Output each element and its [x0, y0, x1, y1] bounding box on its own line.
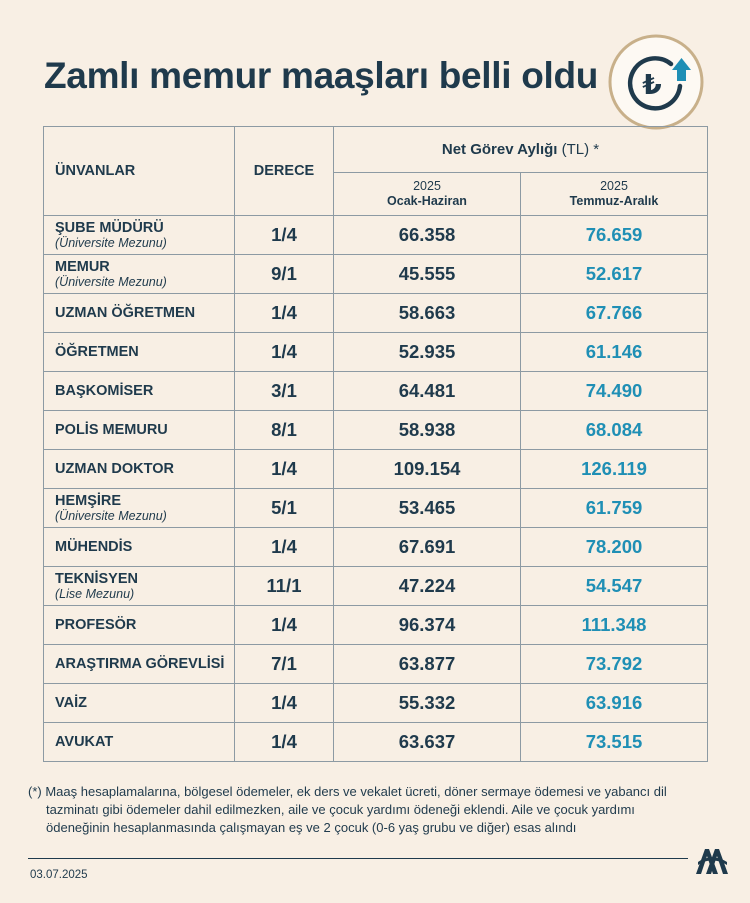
job-title: TEKNİSYEN — [55, 571, 138, 587]
period-2-year: 2025 — [600, 179, 628, 193]
table-row — [44, 450, 708, 489]
cell-salary-period-1: 64.481 — [334, 372, 521, 411]
cell-grade: 1/4 — [235, 216, 334, 255]
cell-title — [44, 567, 235, 606]
cell-salary-period-2: 68.084 — [521, 411, 708, 450]
cell-salary-period-1: 66.358 — [334, 216, 521, 255]
table-row — [44, 723, 708, 762]
cell-title — [44, 294, 235, 333]
cell-salary-period-1: 53.465 — [334, 489, 521, 528]
table-row — [44, 567, 708, 606]
footer-divider — [28, 858, 688, 859]
svg-text:₺: ₺ — [642, 68, 662, 101]
table-row — [44, 333, 708, 372]
job-title: ŞUBE MÜDÜRÜ — [55, 220, 164, 236]
cell-grade: 3/1 — [235, 372, 334, 411]
cell-salary-period-1: 47.224 — [334, 567, 521, 606]
cell-salary-period-2: 52.617 — [521, 255, 708, 294]
column-header-period-2 — [521, 173, 708, 216]
table-row — [44, 216, 708, 255]
cell-salary-period-1: 45.555 — [334, 255, 521, 294]
period-2-range: Temmuz-Aralık — [569, 194, 659, 208]
job-title: VAİZ — [55, 695, 87, 711]
cell-grade: 1/4 — [235, 450, 334, 489]
cell-salary-period-1: 63.877 — [334, 645, 521, 684]
cell-salary-period-1: 109.154 — [334, 450, 521, 489]
job-title-note: (Lise Mezunu) — [55, 587, 135, 601]
cell-salary-period-2: 61.759 — [521, 489, 708, 528]
cell-grade: 1/4 — [235, 528, 334, 567]
job-title: HEMŞİRE — [55, 493, 122, 509]
cell-title — [44, 333, 235, 372]
cell-title — [44, 411, 235, 450]
table-row — [44, 489, 708, 528]
job-title: ÖĞRETMEN — [55, 344, 139, 360]
job-title: ARAŞTIRMA GÖREVLİSİ — [55, 656, 225, 672]
job-title-note: (Üniversite Mezunu) — [55, 275, 167, 289]
cell-grade: 1/4 — [235, 723, 334, 762]
cell-salary-period-2: 67.766 — [521, 294, 708, 333]
cell-salary-period-1: 55.332 — [334, 684, 521, 723]
cell-salary-period-2: 76.659 — [521, 216, 708, 255]
column-header-period-1 — [334, 173, 521, 216]
footnote-line-3: ödeneğinin hesaplanmasında çalışmayan eş ve 2 çocuk (0-6 yaş grubu ve diğer) esas alındı — [46, 820, 577, 835]
salary-table — [43, 126, 708, 762]
table-row — [44, 411, 708, 450]
job-title: MÜHENDİS — [55, 539, 133, 555]
column-header-grade: DERECE — [235, 127, 334, 216]
table-row — [44, 255, 708, 294]
footnote-line-2: tazminatı gibi ödemeler dahil edilmezken, aile ve çocuk yardımı ödeneği eklendi. Aile ve çocuk yardımı — [46, 802, 635, 817]
cell-salary-period-1: 58.663 — [334, 294, 521, 333]
aa-logo-icon — [694, 846, 730, 876]
cell-salary-period-2: 111.348 — [521, 606, 708, 645]
cell-title — [44, 723, 235, 762]
page-title: Zamlı memur maaşları belli oldu — [44, 55, 599, 96]
cell-title — [44, 606, 235, 645]
net-salary-label: Net Görev Aylığı — [441, 141, 558, 158]
cell-grade: 1/4 — [235, 684, 334, 723]
cell-title — [44, 450, 235, 489]
cell-salary-period-2: 73.792 — [521, 645, 708, 684]
cell-title — [44, 528, 235, 567]
job-title-note: (Üniversite Mezunu) — [55, 509, 167, 523]
cell-salary-period-1: 96.374 — [334, 606, 521, 645]
period-1-year: 2025 — [413, 179, 441, 193]
cell-salary-period-2: 54.547 — [521, 567, 708, 606]
cell-title — [44, 255, 235, 294]
footnote — [28, 783, 718, 837]
cell-grade: 8/1 — [235, 411, 334, 450]
net-salary-unit: (TL) * — [561, 141, 600, 158]
job-title-note: (Üniversite Mezunu) — [55, 236, 167, 250]
cell-title — [44, 216, 235, 255]
cell-salary-period-2: 61.146 — [521, 333, 708, 372]
table-row — [44, 294, 708, 333]
table-row — [44, 528, 708, 567]
cell-grade: 9/1 — [235, 255, 334, 294]
cell-title — [44, 645, 235, 684]
job-title: UZMAN ÖĞRETMEN — [55, 305, 196, 321]
cell-title — [44, 372, 235, 411]
job-title: BAŞKOMİSER — [55, 383, 154, 399]
cell-salary-period-2: 126.119 — [521, 450, 708, 489]
column-header-title: ÜNVANLAR — [44, 127, 235, 216]
cell-title — [44, 684, 235, 723]
table-row — [44, 372, 708, 411]
job-title: AVUKAT — [55, 734, 114, 750]
cell-salary-period-2: 74.490 — [521, 372, 708, 411]
job-title: MEMUR — [55, 259, 110, 275]
cell-salary-period-1: 63.637 — [334, 723, 521, 762]
cell-salary-period-1: 52.935 — [334, 333, 521, 372]
period-1-range: Ocak-Haziran — [387, 194, 467, 208]
lira-up-arrow-icon — [608, 34, 704, 130]
column-header-net-salary — [334, 127, 708, 173]
footnote-line-1: (*) Maaş hesaplamalarına, bölgesel ödemeler, ek ders ve vekalet ücreti, döner sermaye ödemesi ve yabancı dil — [28, 784, 667, 799]
cell-grade: 1/4 — [235, 333, 334, 372]
table-row — [44, 606, 708, 645]
job-title: POLİS MEMURU — [55, 422, 168, 438]
table-row — [44, 645, 708, 684]
cell-grade: 5/1 — [235, 489, 334, 528]
cell-title — [44, 489, 235, 528]
job-title: UZMAN DOKTOR — [55, 461, 174, 477]
cell-salary-period-1: 58.938 — [334, 411, 521, 450]
cell-grade: 11/1 — [235, 567, 334, 606]
job-title: PROFESÖR — [55, 617, 137, 633]
cell-salary-period-2: 63.916 — [521, 684, 708, 723]
cell-salary-period-1: 67.691 — [334, 528, 521, 567]
publish-date: 03.07.2025 — [30, 869, 88, 881]
cell-grade: 1/4 — [235, 606, 334, 645]
cell-salary-period-2: 78.200 — [521, 528, 708, 567]
cell-grade: 1/4 — [235, 294, 334, 333]
cell-grade: 7/1 — [235, 645, 334, 684]
cell-salary-period-2: 73.515 — [521, 723, 708, 762]
table-row — [44, 684, 708, 723]
